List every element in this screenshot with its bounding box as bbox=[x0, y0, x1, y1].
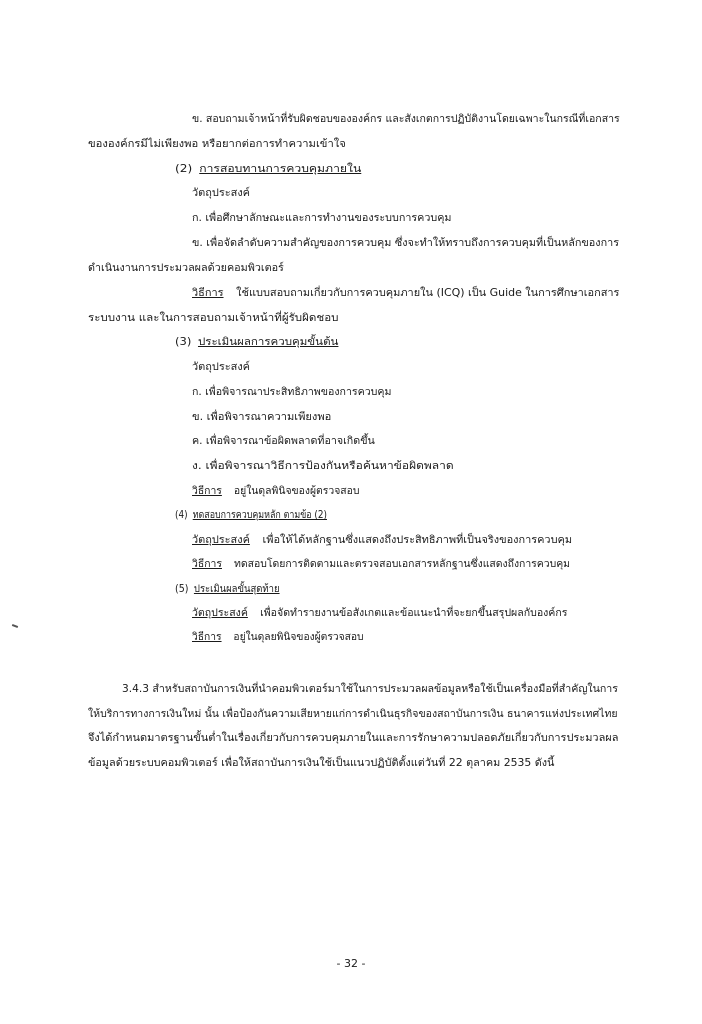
section-5-method: วิธีการ อยู่ในดุลยพินิจของผู้ตรวจสอบ bbox=[192, 631, 364, 643]
section-5-heading bbox=[175, 584, 280, 594]
section-3-item-c: ค. เพื่อพิจารณาข้อผิดพลาดที่อาจเกิดขึ้น bbox=[192, 435, 375, 447]
section-3-method: วิธีการ อยู่ในดุลพินิจของผู้ตรวจสอบ bbox=[192, 485, 360, 497]
section-5-number: (5) bbox=[175, 583, 189, 595]
section-3-item-b: ข. เพื่อพิจารณาความเพียงพอ bbox=[192, 411, 332, 423]
section-4-method-label: วิธีการ bbox=[192, 558, 222, 570]
section-3-item-a: ก. เพื่อพิจารณาประสิทธิภาพของการควบคุม bbox=[192, 386, 392, 398]
section-3-number: (3) bbox=[175, 336, 192, 348]
section-2-heading bbox=[175, 164, 361, 174]
section-2-item-b-line-2: ดำเนินงานการประมวลผลด้วยคอมพิวเตอร์ bbox=[88, 262, 284, 274]
paragraph-3-4-3-line-4: ข้อมูลด้วยระบบคอมพิวเตอร์ เพื่อให้สถาบันการเงินใช้เป็นแนวปฏิบัติตั้งแต่วันที่ 22 ตุลาคม 2535 ดังนี้ bbox=[88, 757, 555, 769]
line-1: ข. สอบถามเจ้าหน้าที่รับผิดชอบขององค์กร และสังเกตการปฏิบัติงานโดยเฉพาะในกรณีที่เอกสาร bbox=[192, 113, 620, 125]
section-4-number: (4) bbox=[175, 509, 188, 521]
line-2: ขององค์กรมีไม่เพียงพอ หรือยากต่อการทำความเข้าใจ bbox=[88, 138, 346, 150]
section-4-method: วิธีการ ทดสอบโดยการติดตามและตรวจสอบเอกสารหลักฐานซึ่งแสดงถึงการควบคุม bbox=[192, 558, 571, 570]
section-2-item-a: ก. เพื่อศึกษาลักษณะและการทำงานของระบบการควบคุม bbox=[192, 212, 452, 224]
section-2-method-line-2: ระบบงาน และในการสอบถามเจ้าหน้าที่ผู้รับผิดชอบ bbox=[88, 312, 339, 324]
section-2-number: (2) bbox=[175, 163, 193, 175]
paragraph-3-4-3-line-1: 3.4.3 สำหรับสถาบันการเงินที่นำคอมพิวเตอร์มาใช้ในการประมวลผลข้อมูลหรือใช้เป็นเครื่องมือที่สำคัญในการ bbox=[122, 683, 618, 695]
paragraph-3-4-3-line-2: ให้บริการทางการเงินใหม่ นั้น เพื่อป้องกันความเสียหายแก่การดำเนินธุรกิจของสถาบันการเงิน ธนาคารแห่งประเทศไทย bbox=[88, 708, 618, 720]
paragraph-3-4-3-line-3: จึงได้กำหนดมาตรฐานขั้นต่ำในเรื่องเกี่ยวกับการควบคุมภายในและการรักษาความปลอดภัยเกี่ยวกับการประมวลผล bbox=[88, 732, 619, 744]
section-2-method-line-1: วิธีการ ใช้แบบสอบถามเกี่ยวกับการควบคุมภายใน (ICQ) เป็น Guide ในการศึกษาเอกสาร bbox=[192, 287, 620, 299]
section-4-title: ทดสอบการควบคุมหลัก ตามข้อ (2) bbox=[192, 509, 327, 521]
stray-mark bbox=[12, 624, 18, 628]
section-3-objective-label: วัตถุประสงค์ bbox=[192, 361, 250, 373]
section-2-item-b-line-1: ข. เพื่อจัดลำดับความสำคัญของการควบคุม ซึ่งจะทำให้ทราบถึงการควบคุมที่เป็นหลักของการ bbox=[192, 237, 620, 249]
section-3-heading bbox=[175, 337, 338, 347]
section-3-item-d: ง. เพื่อพิจารณาวิธีการป้องกันหรือค้นหาข้อผิดพลาด bbox=[192, 460, 454, 472]
section-5-title: ประเมินผลขั้นสุดท้าย bbox=[193, 583, 280, 595]
section-3-title: ประเมินผลการควบคุมขั้นต้น bbox=[197, 336, 339, 348]
section-3-method-label: วิธีการ bbox=[192, 485, 222, 497]
section-2-title: การสอบทานการควบคุมภายใน bbox=[199, 163, 362, 175]
section-5-method-label: วิธีการ bbox=[192, 631, 222, 643]
section-4-objective-label: วัตถุประสงค์ bbox=[192, 534, 250, 546]
section-4-objective: วัตถุประสงค์ เพื่อให้ได้หลักฐานซึ่งแสดงถึงประสิทธิภาพที่เป็นจริงของการควบคุม bbox=[192, 534, 573, 546]
section-5-objective-label: วัตถุประสงค์ bbox=[192, 607, 248, 619]
page-number: - 32 - bbox=[336, 957, 366, 970]
section-2-method-label: วิธีการ bbox=[192, 287, 224, 299]
section-5-objective: วัตถุประสงค์ เพื่อจัดทำรายงานข้อสังเกตและข้อแนะนำที่จะยกขึ้นสรุปผลกับองค์กร bbox=[192, 607, 568, 619]
section-2-objective-label: วัตถุประสงค์ bbox=[192, 187, 250, 199]
section-4-heading bbox=[175, 510, 327, 520]
